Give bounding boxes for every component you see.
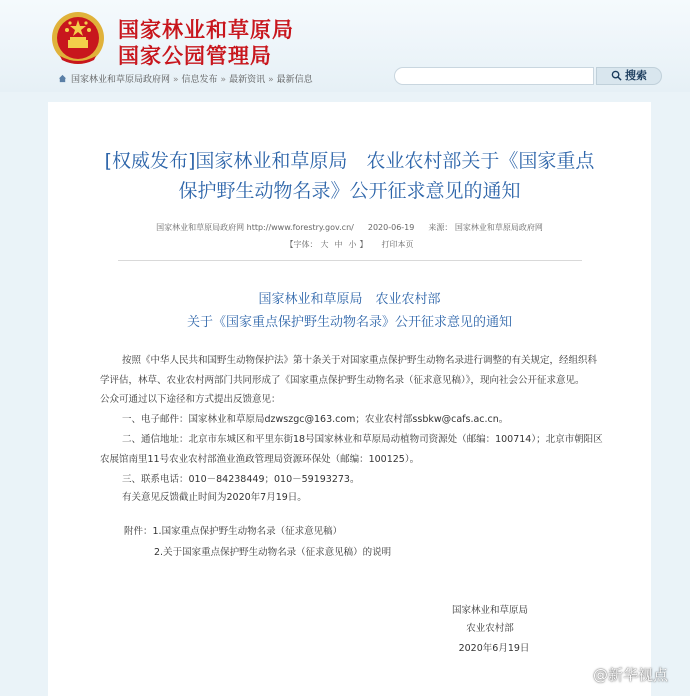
search-input[interactable] [394,67,594,85]
watermark-text: @新华视点 [593,666,669,684]
article-tools [48,239,651,250]
contact-phone: 三、联系电话：010－84238449；010－59193273。 [122,474,360,485]
national-emblem-icon [48,10,108,68]
font-size-label: 【字体： [285,240,318,249]
divider [118,260,582,261]
paragraph-2: 公众可通过以下途径和方式提出反馈意见： [100,394,281,405]
article-title-line1: [权威发布]国家林业和草原局 农业农村部关于《国家重点 [104,150,595,172]
contact-email: 一、电子邮件：国家林业和草原局dzwszgc@163.com；农业农村部ssbkw@cafs.ac.cn。 [122,414,509,425]
attachment-1-link[interactable]: 1.国家重点保护野生动物名录（征求意见稿） [152,526,343,537]
article-title-line2: 保护野生动物名录》公开征求意见的通知 [178,180,521,202]
search-button-label: 搜索 [625,69,647,82]
article-origin: 来源： 国家林业和草原局政府网 [428,223,543,232]
article-source: 国家林业和草原局政府网 http://www.forestry.gov.cn/ [156,223,354,232]
breadcrumb-home[interactable]: 国家林业和草原局政府网 [71,75,171,85]
contact-address: 二、通信地址：北京市东城区和平里东街18号国家林业和草原局动植物司资源处（邮编：100714）；北京市朝阳区 [122,434,603,445]
site-header [0,0,690,92]
breadcrumb [58,72,313,85]
site-name-line2: 国家公园管理局 [118,44,272,68]
font-large-link[interactable]: 大 [320,240,329,249]
article-date: 2020-06-19 [367,223,415,232]
search-icon [611,70,622,81]
article-meta [48,222,651,233]
attachments-label: 附件： [124,526,153,537]
attachment-2-link[interactable]: 2.关于国家重点保护野生动物名录（征求意见稿）的说明 [154,547,392,558]
contact-address-cont: 农展馆南里11号农业农村部渔业渔政管理局资源环保处（邮编：100125）。 [100,454,420,465]
paragraph-1: 按照《中华人民共和国野生动物保护法》第十条关于对国家重点保护野生动物名录进行调整的有关规定，经组织科 [122,355,598,366]
breadcrumb-separator: » [173,75,179,85]
paragraph-1-cont: 学评估，林草、农业农村两部门共同形成了《国家重点保护野生动物名录（征求意见稿）》，现向社会公开征求意见。 [100,375,585,386]
print-link[interactable]: 打印本页 [381,240,414,249]
breadcrumb-info[interactable]: 信息发布 [181,75,218,85]
weibo-icon [572,667,590,683]
deadline-text: 有关意见反馈截止时间为2020年7月19日。 [122,492,307,503]
breadcrumb-news[interactable]: 最新资讯 [229,75,266,85]
search-button[interactable] [596,67,662,85]
notice-subtitle-line2: 关于《国家重点保护野生动物名录》公开征求意见的通知 [186,315,512,330]
font-small-link[interactable]: 小 [348,240,357,249]
signature-org2: 农业农村部 [466,623,514,634]
breadcrumb-separator: » [268,75,274,85]
site-name-line1: 国家林业和草原局 [118,18,294,42]
watermark [572,664,668,685]
home-icon [58,74,67,83]
notice-subtitle-line1: 国家林业和草原局 农业农村部 [258,292,441,307]
signature-org1: 国家林业和草原局 [451,605,528,616]
breadcrumb-separator: » [220,75,227,85]
font-size-close: 】 [359,240,368,249]
breadcrumb-latest[interactable]: 最新信息 [276,75,313,85]
font-medium-link[interactable]: 中 [334,240,343,249]
article-card [48,102,651,696]
signature-date: 2020年6月19日 [458,643,530,654]
attachment-1-row [124,523,684,537]
